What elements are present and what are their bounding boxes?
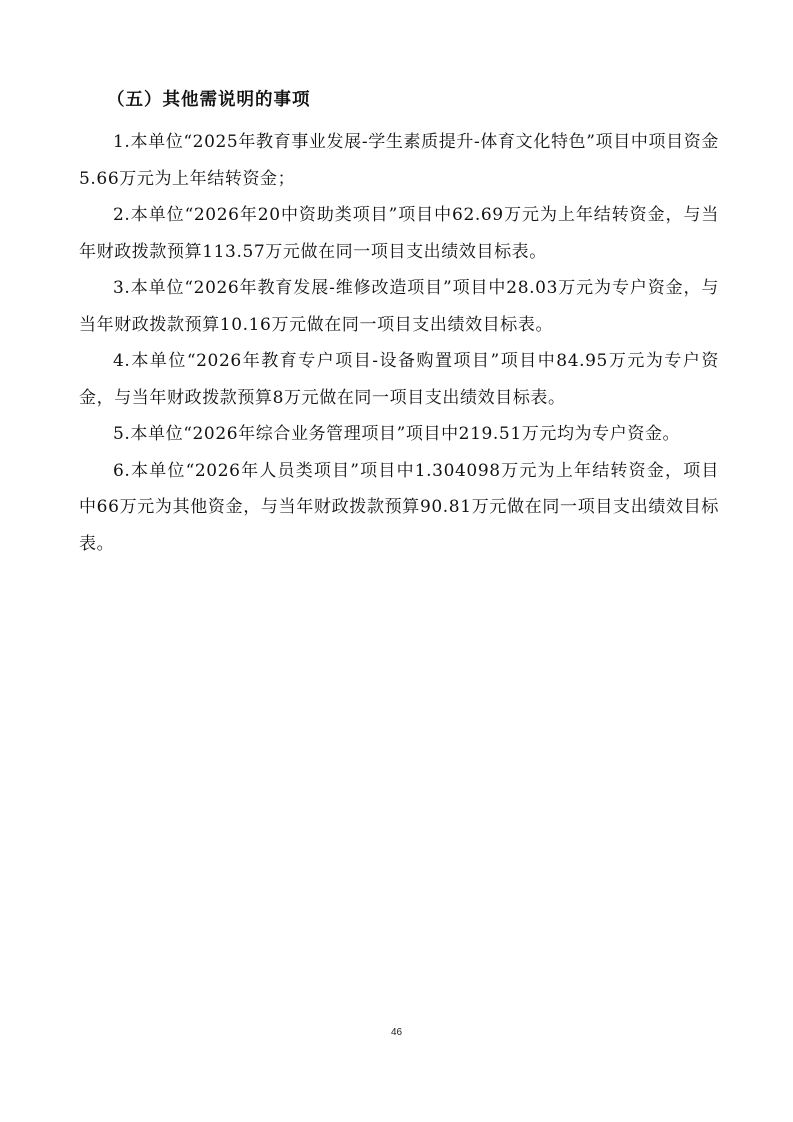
body-text	[79, 124, 719, 562]
paragraph-3: 3.本单位“2026年教育发展-维修改造项目”项目中28.03万元为专户资金，与当年财政拨款预算10.16万元做在同一项目支出绩效目标表。	[79, 278, 719, 335]
paragraph-2: 2.本单位“2026年20中资助类项目”项目中62.69万元为上年结转资金，与当年财政拨款预算113.57万元做在同一项目支出绩效目标表。	[79, 205, 719, 262]
section-heading: （五）其他需说明的事项	[107, 90, 311, 110]
paragraph-1: 1.本单位“2025年教育事业发展-学生素质提升-体育文化特色”项目中项目资金5.66万元为上年结转资金；	[79, 132, 719, 189]
page-number: 46	[390, 1027, 403, 1038]
paragraph-6: 6.本单位“2026年人员类项目”项目中1.304098万元为上年结转资金，项目中66万元为其他资金，与当年财政拨款预算90.81万元做在同一项目支出绩效目标表。	[79, 460, 719, 554]
paragraph-4: 4.本单位“2026年教育专户项目-设备购置项目”项目中84.95万元为专户资金，与当年财政拨款预算8万元做在同一项目支出绩效目标表。	[79, 351, 719, 408]
paragraph-5: 5.本单位“2026年综合业务管理项目”项目中219.51万元均为专户资金。	[113, 424, 681, 444]
